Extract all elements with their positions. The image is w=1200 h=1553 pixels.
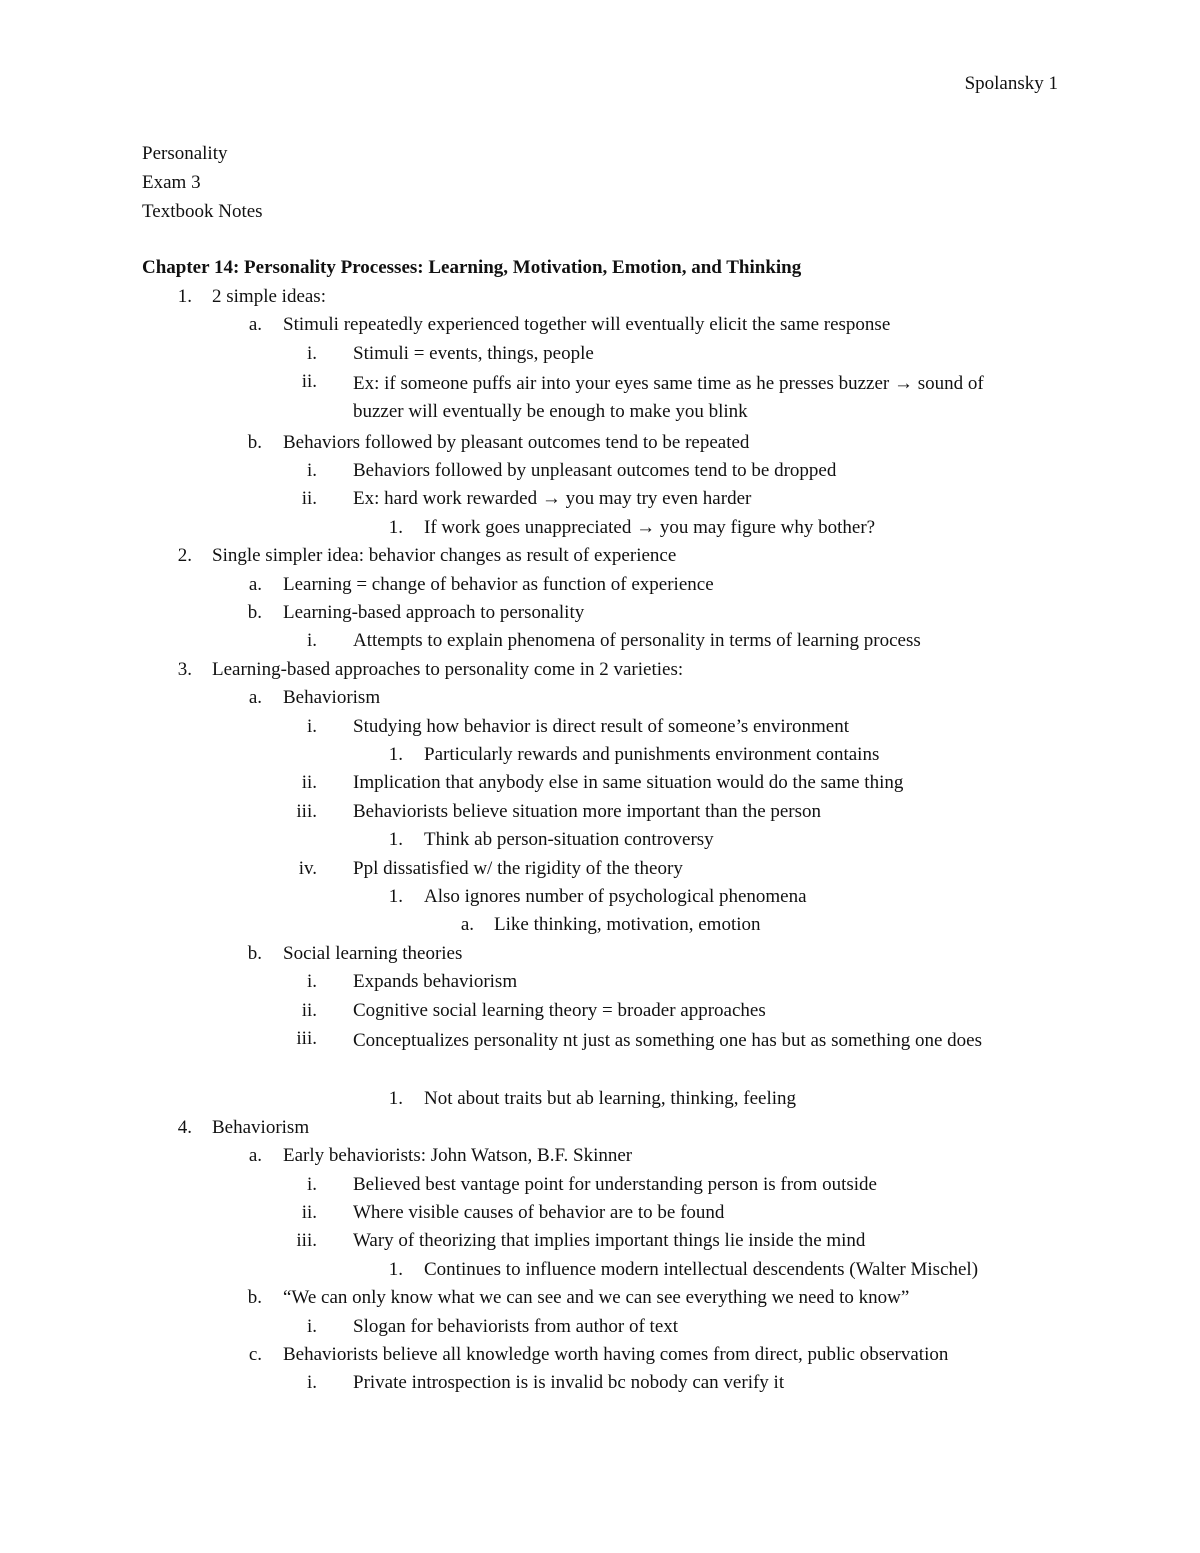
outline-text: Conceptualizes personality nt just as something one has but as something one does <box>353 1030 983 1051</box>
outline-text: Ex: hard work rewarded → you may try even harder <box>353 488 752 510</box>
outline-text: Behaviors followed by pleasant outcomes tend to be repeated <box>283 431 750 453</box>
exam-label: Exam 3 <box>142 172 201 193</box>
outline-text: Implication that anybody else in same situation would do the same thing <box>353 772 904 794</box>
outline-text: Not about traits but ab learning, thinking, feeling <box>424 1088 797 1110</box>
outline-text: Believed best vantage point for understanding person is from outside <box>353 1173 877 1195</box>
outline-marker: i. <box>306 630 317 652</box>
outline-marker: 1. <box>388 1258 403 1280</box>
outline-text: Ppl dissatisfied w/ the rigidity of the theory <box>353 857 683 879</box>
outline-marker: 1. <box>388 744 403 765</box>
outline-text: Learning-based approach to personality <box>283 602 585 623</box>
outline-marker: i. <box>306 460 317 481</box>
outline-text: Attempts to explain phenomena of personality in terms of learning process <box>353 630 921 652</box>
outline-marker: ii. <box>301 772 317 794</box>
outline-text: If work goes unappreciated → you may figure why bother? <box>424 516 876 538</box>
outline-marker: b. <box>247 942 262 964</box>
running-head: Spolansky 1 <box>964 73 1058 94</box>
outline-marker: a. <box>248 314 262 336</box>
outline-marker: 3. <box>177 658 192 680</box>
outline-marker: b. <box>247 1287 262 1309</box>
outline-marker: b. <box>247 602 262 623</box>
outline-text: Also ignores number of psychological phenomena <box>424 886 807 907</box>
source-label: Textbook Notes <box>142 201 263 222</box>
outline-marker: iii. <box>296 1028 317 1049</box>
outline-text: Wary of theorizing that implies important things lie inside the mind <box>353 1230 866 1252</box>
outline-marker: a. <box>248 1145 262 1167</box>
outline-text: Behaviorism <box>212 1116 310 1138</box>
outline-marker: ii. <box>301 1202 317 1223</box>
outline-text: Think ab person-situation controversy <box>424 829 714 851</box>
outline-marker: 1. <box>388 1088 403 1110</box>
outline-marker: ii. <box>301 371 317 393</box>
outline-marker: 4. <box>177 1116 192 1138</box>
outline-marker: 2. <box>177 545 192 567</box>
outline-marker: 1. <box>388 829 403 851</box>
chapter-title: Chapter 14: Personality Processes: Learning, Motivation, Emotion, and Thinking <box>142 257 802 278</box>
outline-marker: i. <box>306 1173 317 1195</box>
outline-text: “We can only know what we can see and we can see everything we need to know” <box>283 1287 910 1309</box>
outline-text: Slogan for behaviorists from author of text <box>353 1315 679 1337</box>
outline-text: Behaviors followed by unpleasant outcomes tend to be dropped <box>353 460 837 481</box>
outline-marker: iv. <box>298 857 317 879</box>
outline-text: Learning = change of behavior as function of experience <box>283 573 714 595</box>
outline-marker: i. <box>306 971 317 993</box>
outline-text: Single simpler idea: behavior changes as result of experience <box>212 545 677 567</box>
outline-text: Ex: if someone puffs air into your eyes same time as he presses buzzer → sound of buzzer will eventually be enough to make you blink <box>353 373 984 423</box>
outline-text: 2 simple ideas: <box>212 286 326 307</box>
outline-marker: 1. <box>177 286 192 307</box>
outline-text: Social learning theories <box>283 942 463 964</box>
outline-marker: a. <box>460 914 474 936</box>
outline-marker: 1. <box>388 886 403 907</box>
outline-text: Early behaviorists: John Watson, B.F. Skinner <box>283 1145 633 1167</box>
outline-text: Learning-based approaches to personality come in 2 varieties: <box>212 658 684 680</box>
outline-marker: i. <box>306 1372 317 1394</box>
outline-marker: b. <box>247 431 262 453</box>
outline-marker: ii. <box>301 999 317 1021</box>
outline-text: Studying how behavior is direct result of someone’s environment <box>353 715 850 737</box>
outline-text: Stimuli repeatedly experienced together will eventually elicit the same response <box>283 314 891 336</box>
outline-marker: a. <box>248 573 262 595</box>
outline-text: Behaviorism <box>283 687 381 709</box>
outline-marker: c. <box>248 1344 262 1365</box>
outline-text: Expands behaviorism <box>353 971 518 993</box>
outline-marker: i. <box>306 342 317 364</box>
outline-marker: ii. <box>301 488 317 510</box>
outline-marker: a. <box>248 687 262 709</box>
outline-text: Continues to influence modern intellectual descendents (Walter Mischel) <box>424 1258 979 1280</box>
course-name: Personality <box>142 143 228 164</box>
outline-marker: iii. <box>296 1230 317 1252</box>
outline-text: Behaviorists believe all knowledge worth having comes from direct, public observation <box>283 1344 949 1365</box>
outline-text: Private introspection is is invalid bc nobody can verify it <box>353 1372 785 1394</box>
outline-text: Behaviorists believe situation more important than the person <box>353 800 822 822</box>
outline-marker: iii. <box>296 800 317 822</box>
outline-text: Particularly rewards and punishments environment contains <box>424 744 880 765</box>
outline-text: Cognitive social learning theory = broader approaches <box>353 999 766 1021</box>
outline-marker: i. <box>306 715 317 737</box>
outline-marker: 1. <box>388 516 403 538</box>
outline-text: Stimuli = events, things, people <box>353 342 594 364</box>
title-block <box>142 142 263 229</box>
outline-text: Where visible causes of behavior are to be found <box>353 1202 725 1223</box>
outline-text: Like thinking, motivation, emotion <box>494 914 761 936</box>
outline-marker: i. <box>306 1315 317 1337</box>
